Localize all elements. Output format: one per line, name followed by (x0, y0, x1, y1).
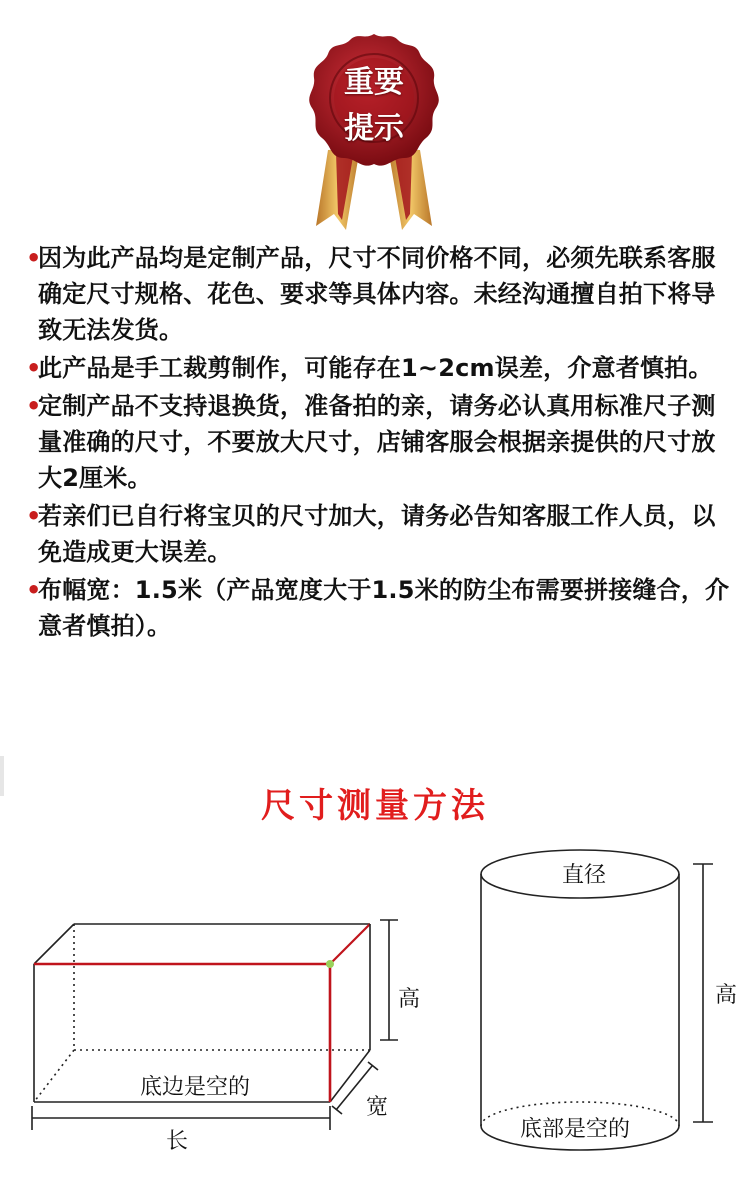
corner-dot (326, 960, 334, 968)
notice-text: 因为此产品均是定制产品，尺寸不同价格不同，必须先联系客服确定尺寸规格、花色、要求等具体内容。未经沟通擅自拍下将导致无法发货。 (38, 244, 716, 344)
bullet-icon: • (26, 354, 42, 382)
notice-text: 此产品是手工裁剪制作，可能存在1~2cm误差，介意者慎拍。 (38, 354, 713, 382)
bullet-icon: • (26, 576, 42, 604)
cylinder-height-label: 高 (715, 983, 738, 1008)
box-bottom-label: 底边是空的 (140, 1075, 251, 1100)
notice-text: 若亲们已自行将宝贝的尺寸加大，请务必告知客服工作人员，以免造成更大误差。 (38, 502, 716, 566)
box-height-label: 高 (398, 987, 421, 1012)
notice-item (26, 240, 736, 348)
badge-title-line1: 重要 (344, 65, 404, 100)
box-width-label: 宽 (366, 1095, 389, 1120)
bullet-icon: • (26, 244, 42, 272)
box-red-edge (330, 924, 370, 964)
notice-text: 布幅宽：1.5米（产品宽度大于1.5米的防尘布需要拼接缝合，介意者慎拍）。 (38, 576, 730, 640)
measurement-figure (0, 840, 750, 1201)
cylinder-figure (481, 850, 713, 1150)
box-edge (34, 924, 74, 964)
notice-text: 定制产品不支持退换货，准备拍的亲，请务必认真用标准尺子测量准确的尺寸，不要放大尺寸，店铺客服会根据亲提供的尺寸放大2厘米。 (38, 392, 716, 492)
box-length-label: 长 (166, 1129, 189, 1154)
important-notice-badge (298, 30, 450, 236)
notice-item (26, 498, 736, 570)
box-hidden-edge (34, 1050, 74, 1102)
bullet-icon: • (26, 392, 42, 420)
measure-section-title: 尺寸测量方法 (261, 786, 489, 826)
bullet-icon: • (26, 502, 42, 530)
notice-item (26, 572, 736, 644)
dimension-tick (332, 1106, 342, 1114)
measurement-diagram (0, 840, 750, 1201)
cylinder-diameter-label: 直径 (558, 858, 610, 889)
notice-list (26, 240, 736, 646)
cylinder-bottom-label: 底部是空的 (518, 1112, 632, 1143)
notice-item (26, 350, 736, 386)
notice-item (26, 388, 736, 496)
badge-title-line2: 提示 (344, 111, 404, 146)
